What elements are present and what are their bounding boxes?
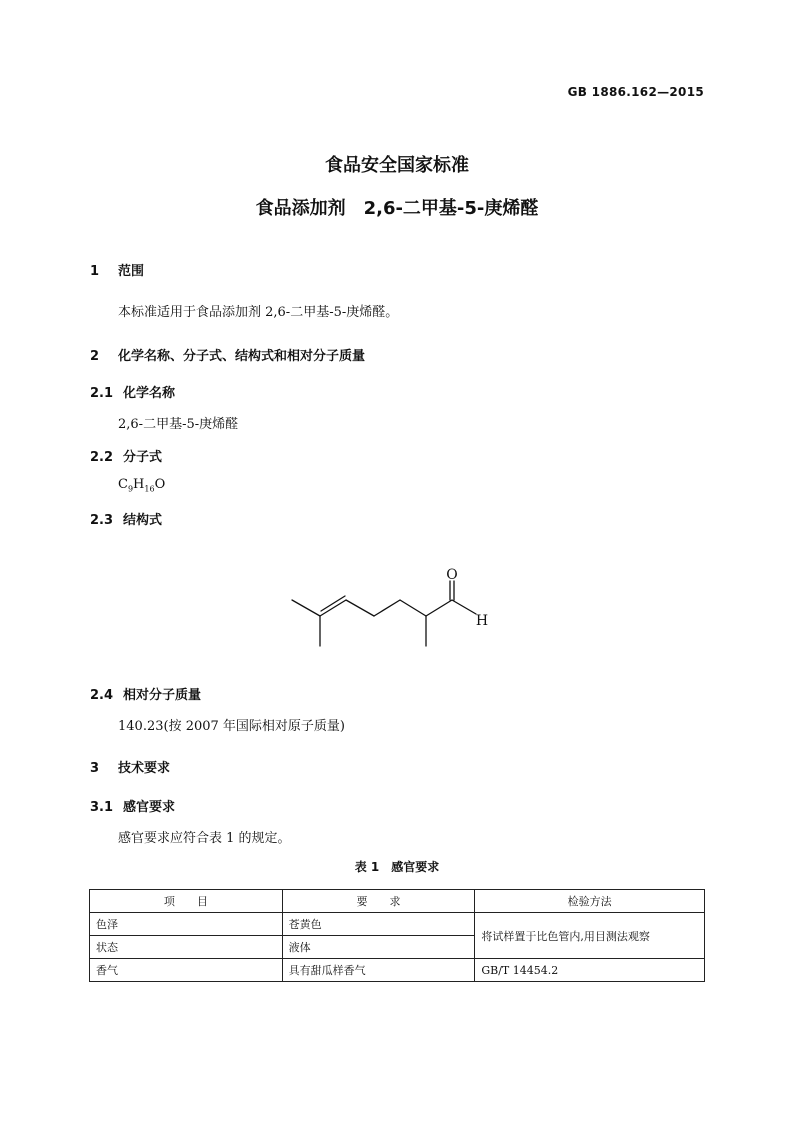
table-cell-item: 香气: [90, 959, 283, 982]
structural-formula: [284, 560, 514, 655]
section-number: 1: [90, 264, 100, 279]
section-heading-2-4: [90, 684, 201, 703]
oxygen-atom-label: O: [446, 567, 458, 583]
bond: [320, 600, 346, 616]
table-cell-item: 色泽: [90, 913, 283, 936]
column-header: 项 目: [90, 890, 283, 913]
section-3-1-body: 感官要求应符合表 1 的规定。: [118, 831, 291, 846]
molecular-formula: $C_9H_{16}O$: [118, 477, 166, 494]
bond: [452, 600, 476, 614]
section-title: 结构式: [123, 513, 163, 528]
table-row: [90, 913, 705, 936]
section-heading-3: [90, 757, 170, 776]
section-number: 2.1: [90, 386, 114, 401]
chemical-name: 2,6-二甲基-5-庚烯醛: [118, 417, 239, 432]
bond: [400, 600, 426, 616]
table-cell-method: GB/T 14454.2: [475, 959, 705, 982]
section-title: 范围: [118, 264, 145, 279]
table-caption: 表 1 感官要求: [354, 860, 440, 874]
section-title: 感官要求: [123, 800, 176, 815]
table-cell-requirement: 液体: [282, 936, 475, 959]
sensory-requirements-table: [89, 889, 705, 982]
table-header-row: [90, 890, 705, 913]
section-heading-2-3: [90, 509, 162, 528]
section-heading-2: [90, 345, 365, 364]
section-title: 相对分子质量: [123, 688, 202, 703]
section-number: 2.4: [90, 688, 114, 703]
table-cell-requirement: 具有甜瓜样香气: [282, 959, 475, 982]
section-number: 2.3: [90, 513, 114, 528]
section-title: 化学名称: [123, 386, 176, 401]
section-title: 化学名称、分子式、结构式和相对分子质量: [118, 349, 366, 364]
section-heading-1: [90, 260, 144, 279]
section-heading-3-1: [90, 796, 175, 815]
table-cell-method: 将试样置于比色管内,用目测法观察: [475, 913, 705, 959]
section-number: 2.2: [90, 450, 114, 465]
section-heading-2-2: [90, 446, 162, 465]
column-header: 要 求: [282, 890, 475, 913]
bond: [426, 600, 452, 616]
hydrogen-atom-label: H: [475, 613, 489, 629]
table-row: [90, 959, 705, 982]
bond: [346, 600, 374, 616]
section-1-body: 本标准适用于食品添加剂 2,6-二甲基-5-庚烯醛。: [118, 305, 399, 320]
column-header: 检验方法: [475, 890, 705, 913]
bond: [374, 600, 400, 616]
molecular-weight: 140.23(按 2007 年国际相对原子质量): [118, 719, 345, 734]
bond: [292, 600, 320, 616]
section-number: 3: [90, 761, 100, 776]
section-heading-2-1: [90, 382, 175, 401]
table-cell-requirement: 苍黄色: [282, 913, 475, 936]
standard-code: GB 1886.162—2015: [567, 85, 704, 99]
section-title: 技术要求: [118, 761, 171, 776]
table-cell-item: 状态: [90, 936, 283, 959]
document-title-sub: 食品添加剂 2,6-二甲基-5-庚烯醛: [255, 198, 539, 219]
section-title: 分子式: [123, 450, 163, 465]
section-number: 3.1: [90, 800, 114, 815]
document-title-main: 食品安全国家标准: [325, 155, 469, 176]
section-number: 2: [90, 349, 100, 364]
